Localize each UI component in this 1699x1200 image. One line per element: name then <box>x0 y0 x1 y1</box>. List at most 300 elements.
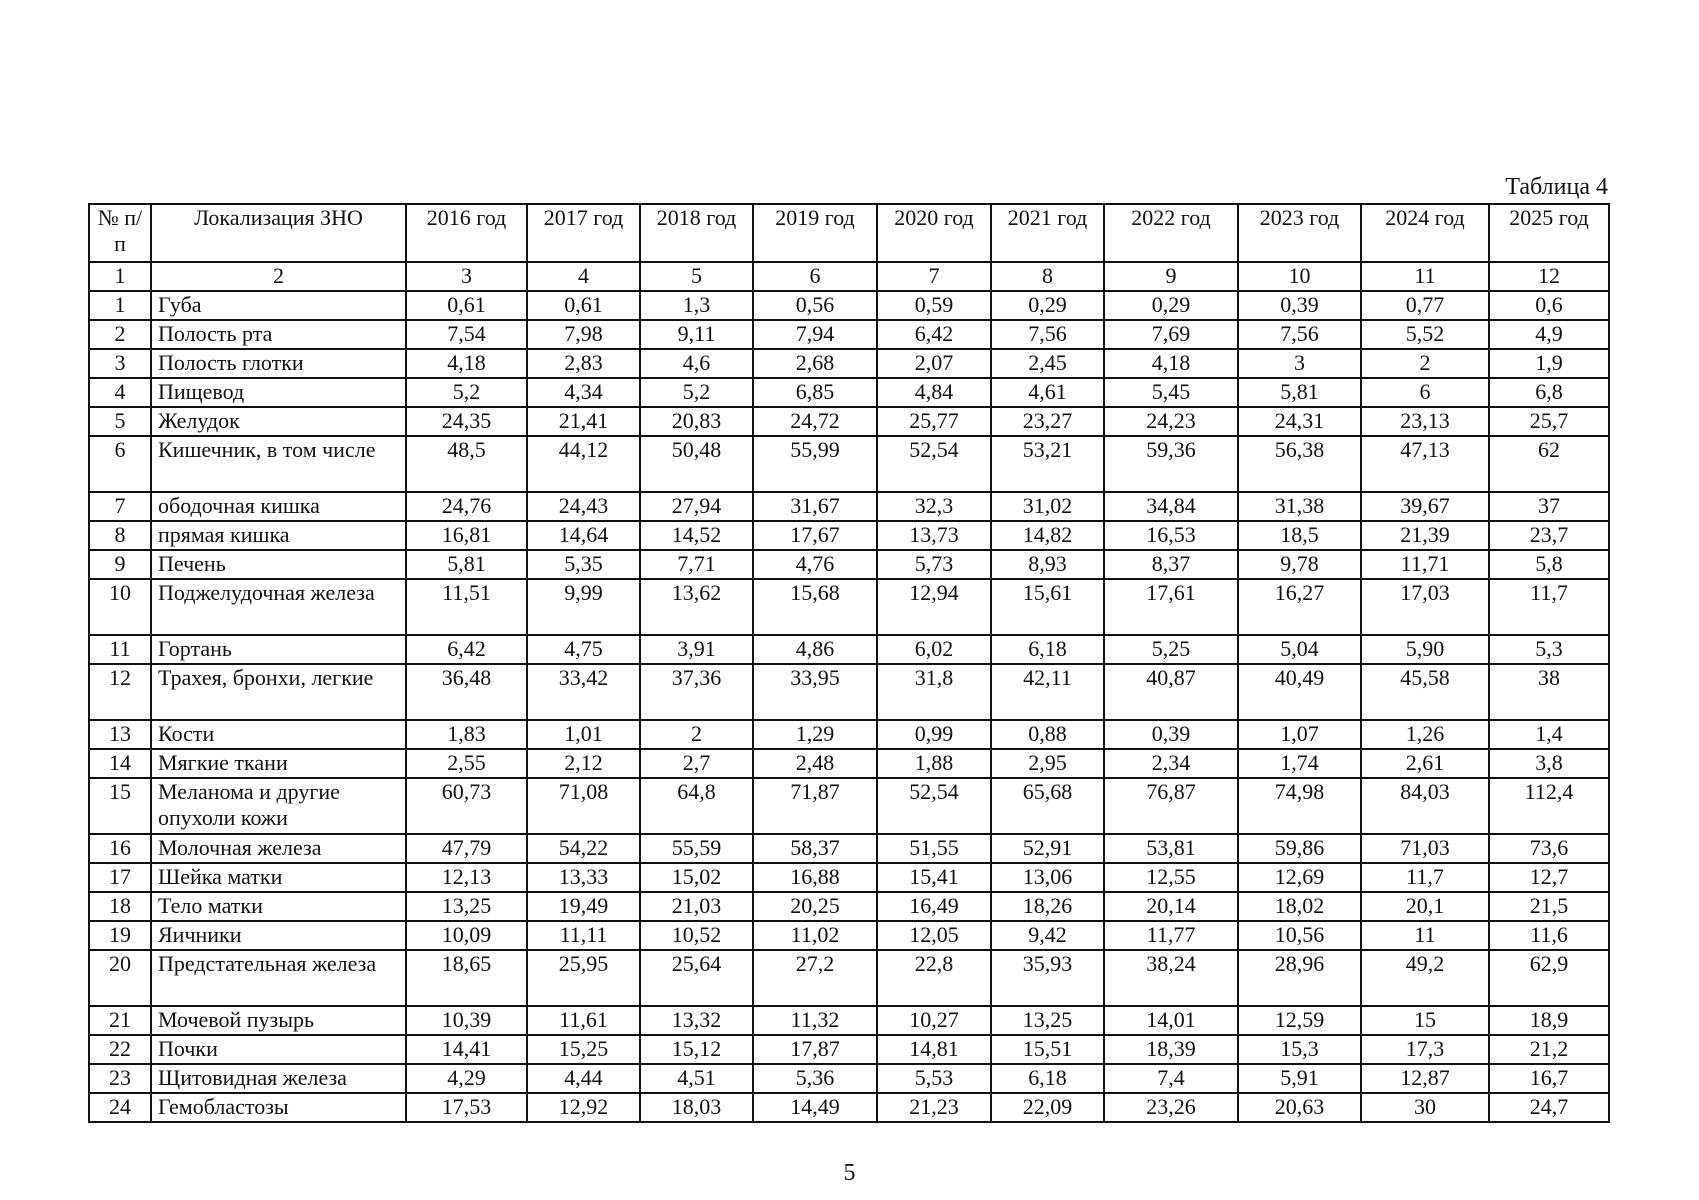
localization-cell: Молочная железа <box>151 834 406 863</box>
value-cell: 16,88 <box>753 863 877 892</box>
value-cell: 0,59 <box>877 291 991 320</box>
table-row <box>89 320 1609 349</box>
value-cell: 11,77 <box>1104 921 1238 950</box>
value-cell: 5,8 <box>1489 550 1609 579</box>
value-cell: 21,03 <box>640 892 753 921</box>
localization-cell: Яичники <box>151 921 406 950</box>
value-cell: 23,7 <box>1489 521 1609 550</box>
value-cell: 2,55 <box>406 749 527 778</box>
value-cell: 2,83 <box>527 349 640 378</box>
localization-cell: Кишечник, в том числе <box>151 436 406 492</box>
value-cell: 0,77 <box>1361 291 1489 320</box>
value-cell: 5,81 <box>1238 378 1361 407</box>
row-number-cell: 1 <box>89 291 151 320</box>
table-row <box>89 834 1609 863</box>
value-cell: 2,12 <box>527 749 640 778</box>
value-cell: 10,39 <box>406 1006 527 1035</box>
value-cell: 11,02 <box>753 921 877 950</box>
value-cell: 52,54 <box>877 778 991 834</box>
value-cell: 5,36 <box>753 1064 877 1093</box>
value-cell: 2,68 <box>753 349 877 378</box>
table-row <box>89 863 1609 892</box>
value-cell: 76,87 <box>1104 778 1238 834</box>
value-cell: 12,92 <box>527 1093 640 1122</box>
value-cell: 16,7 <box>1489 1064 1609 1093</box>
value-cell: 21,41 <box>527 407 640 436</box>
header-cell: Локализация ЗНО <box>151 204 406 262</box>
value-cell: 14,64 <box>527 521 640 550</box>
value-cell: 5,91 <box>1238 1064 1361 1093</box>
row-number-cell: 3 <box>89 349 151 378</box>
value-cell: 2 <box>640 720 753 749</box>
value-cell: 7,71 <box>640 550 753 579</box>
value-cell: 7,54 <box>406 320 527 349</box>
value-cell: 11,6 <box>1489 921 1609 950</box>
value-cell: 24,23 <box>1104 407 1238 436</box>
value-cell: 13,62 <box>640 579 753 635</box>
value-cell: 11 <box>1361 262 1489 291</box>
value-cell: 3,8 <box>1489 749 1609 778</box>
value-cell: 8,93 <box>991 550 1104 579</box>
value-cell: 4,75 <box>527 635 640 664</box>
localization-cell: Поджелудочная железа <box>151 579 406 635</box>
column-number-row <box>89 262 1609 291</box>
value-cell: 21,39 <box>1361 521 1489 550</box>
value-cell: 44,12 <box>527 436 640 492</box>
value-cell: 5,04 <box>1238 635 1361 664</box>
value-cell: 4,9 <box>1489 320 1609 349</box>
value-cell: 6 <box>753 262 877 291</box>
value-cell: 33,42 <box>527 664 640 720</box>
localization-cell: Кости <box>151 720 406 749</box>
table-row <box>89 291 1609 320</box>
header-cell: 2022 год <box>1104 204 1238 262</box>
value-cell: 24,31 <box>1238 407 1361 436</box>
value-cell: 0,6 <box>1489 291 1609 320</box>
value-cell: 4,18 <box>406 349 527 378</box>
value-cell: 31,8 <box>877 664 991 720</box>
value-cell: 15 <box>1361 1006 1489 1035</box>
value-cell: 9,99 <box>527 579 640 635</box>
value-cell: 13,73 <box>877 521 991 550</box>
value-cell: 42,11 <box>991 664 1104 720</box>
value-cell: 10,09 <box>406 921 527 950</box>
value-cell: 5,52 <box>1361 320 1489 349</box>
value-cell: 4,76 <box>753 550 877 579</box>
value-cell: 16,81 <box>406 521 527 550</box>
localization-cell: Гемобластозы <box>151 1093 406 1122</box>
value-cell: 0,61 <box>527 291 640 320</box>
value-cell: 5,73 <box>877 550 991 579</box>
value-cell: 71,03 <box>1361 834 1489 863</box>
row-number-cell: 17 <box>89 863 151 892</box>
value-cell: 6,8 <box>1489 378 1609 407</box>
value-cell: 45,58 <box>1361 664 1489 720</box>
value-cell: 15,41 <box>877 863 991 892</box>
value-cell: 17,3 <box>1361 1035 1489 1064</box>
value-cell: 7 <box>877 262 991 291</box>
row-number-cell: 8 <box>89 521 151 550</box>
value-cell: 23,27 <box>991 407 1104 436</box>
incidence-table <box>88 203 1610 1123</box>
row-number-cell: 14 <box>89 749 151 778</box>
table-row <box>89 1064 1609 1093</box>
value-cell: 37,36 <box>640 664 753 720</box>
value-cell: 11,32 <box>753 1006 877 1035</box>
localization-cell: прямая кишка <box>151 521 406 550</box>
localization-cell: Печень <box>151 550 406 579</box>
value-cell: 21,5 <box>1489 892 1609 921</box>
value-cell: 13,33 <box>527 863 640 892</box>
header-cell: 2025 год <box>1489 204 1609 262</box>
value-cell: 14,82 <box>991 521 1104 550</box>
value-cell: 38 <box>1489 664 1609 720</box>
value-cell: 4,44 <box>527 1064 640 1093</box>
value-cell: 0,56 <box>753 291 877 320</box>
table-row <box>89 664 1609 720</box>
table-row <box>89 892 1609 921</box>
value-cell: 40,49 <box>1238 664 1361 720</box>
value-cell: 12,13 <box>406 863 527 892</box>
value-cell: 24,43 <box>527 492 640 521</box>
value-cell: 2,45 <box>991 349 1104 378</box>
value-cell: 27,94 <box>640 492 753 521</box>
value-cell: 16,49 <box>877 892 991 921</box>
value-cell: 8,37 <box>1104 550 1238 579</box>
value-cell: 20,25 <box>753 892 877 921</box>
row-number-cell: 16 <box>89 834 151 863</box>
value-cell: 47,13 <box>1361 436 1489 492</box>
value-cell: 31,67 <box>753 492 877 521</box>
value-cell: 6,18 <box>991 635 1104 664</box>
value-cell: 1,88 <box>877 749 991 778</box>
table-caption: Таблица 4 <box>1505 174 1608 200</box>
row-number-cell: 7 <box>89 492 151 521</box>
value-cell: 1,01 <box>527 720 640 749</box>
value-cell: 12,7 <box>1489 863 1609 892</box>
row-number-cell: 19 <box>89 921 151 950</box>
value-cell: 1,3 <box>640 291 753 320</box>
value-cell: 53,81 <box>1104 834 1238 863</box>
value-cell: 4,61 <box>991 378 1104 407</box>
value-cell: 3 <box>406 262 527 291</box>
value-cell: 12,05 <box>877 921 991 950</box>
localization-cell: Полость рта <box>151 320 406 349</box>
value-cell: 25,95 <box>527 950 640 1006</box>
value-cell: 6,02 <box>877 635 991 664</box>
value-cell: 7,56 <box>1238 320 1361 349</box>
value-cell: 34,84 <box>1104 492 1238 521</box>
value-cell: 71,87 <box>753 778 877 834</box>
row-number-cell: 1 <box>89 262 151 291</box>
value-cell: 12,69 <box>1238 863 1361 892</box>
value-cell: 9 <box>1104 262 1238 291</box>
value-cell: 2 <box>1361 349 1489 378</box>
value-cell: 24,76 <box>406 492 527 521</box>
value-cell: 24,72 <box>753 407 877 436</box>
value-cell: 51,55 <box>877 834 991 863</box>
table-row <box>89 635 1609 664</box>
value-cell: 12,55 <box>1104 863 1238 892</box>
localization-cell: Гортань <box>151 635 406 664</box>
value-cell: 15,02 <box>640 863 753 892</box>
value-cell: 4,6 <box>640 349 753 378</box>
value-cell: 30 <box>1361 1093 1489 1122</box>
value-cell: 3,91 <box>640 635 753 664</box>
value-cell: 0,99 <box>877 720 991 749</box>
table-row <box>89 749 1609 778</box>
value-cell: 62 <box>1489 436 1609 492</box>
localization-cell: Шейка матки <box>151 863 406 892</box>
value-cell: 24,7 <box>1489 1093 1609 1122</box>
value-cell: 20,83 <box>640 407 753 436</box>
value-cell: 17,03 <box>1361 579 1489 635</box>
table-row <box>89 950 1609 1006</box>
value-cell: 1,9 <box>1489 349 1609 378</box>
value-cell: 4 <box>527 262 640 291</box>
localization-cell: Тело матки <box>151 892 406 921</box>
value-cell: 18,02 <box>1238 892 1361 921</box>
row-number-cell: 18 <box>89 892 151 921</box>
value-cell: 84,03 <box>1361 778 1489 834</box>
row-number-cell: 10 <box>89 579 151 635</box>
row-number-cell: 15 <box>89 778 151 834</box>
value-cell: 33,95 <box>753 664 877 720</box>
value-cell: 59,86 <box>1238 834 1361 863</box>
value-cell: 47,79 <box>406 834 527 863</box>
value-cell: 1,4 <box>1489 720 1609 749</box>
value-cell: 7,98 <box>527 320 640 349</box>
value-cell: 22,09 <box>991 1093 1104 1122</box>
value-cell: 1,07 <box>1238 720 1361 749</box>
value-cell: 31,02 <box>991 492 1104 521</box>
value-cell: 4,84 <box>877 378 991 407</box>
value-cell: 10,52 <box>640 921 753 950</box>
value-cell: 7,56 <box>991 320 1104 349</box>
value-cell: 20,14 <box>1104 892 1238 921</box>
table-row <box>89 407 1609 436</box>
value-cell: 5,2 <box>640 378 753 407</box>
value-cell: 25,64 <box>640 950 753 1006</box>
value-cell: 49,2 <box>1361 950 1489 1006</box>
value-cell: 7,69 <box>1104 320 1238 349</box>
value-cell: 6,85 <box>753 378 877 407</box>
value-cell: 12,94 <box>877 579 991 635</box>
value-cell: 24,35 <box>406 407 527 436</box>
row-number-cell: 24 <box>89 1093 151 1122</box>
header-cell: 2016 год <box>406 204 527 262</box>
value-cell: 11 <box>1361 921 1489 950</box>
table-row <box>89 1006 1609 1035</box>
table-row <box>89 550 1609 579</box>
value-cell: 1,74 <box>1238 749 1361 778</box>
value-cell: 48,5 <box>406 436 527 492</box>
value-cell: 0,88 <box>991 720 1104 749</box>
value-cell: 53,21 <box>991 436 1104 492</box>
table-row <box>89 579 1609 635</box>
value-cell: 6 <box>1361 378 1489 407</box>
value-cell: 74,98 <box>1238 778 1361 834</box>
value-cell: 1,29 <box>753 720 877 749</box>
value-cell: 3 <box>1238 349 1361 378</box>
value-cell: 17,53 <box>406 1093 527 1122</box>
value-cell: 15,51 <box>991 1035 1104 1064</box>
header-cell: 2019 год <box>753 204 877 262</box>
value-cell: 6,42 <box>406 635 527 664</box>
table-row <box>89 349 1609 378</box>
table-row <box>89 921 1609 950</box>
value-cell: 14,81 <box>877 1035 991 1064</box>
row-number-cell: 12 <box>89 664 151 720</box>
value-cell: 5,25 <box>1104 635 1238 664</box>
page-number: 5 <box>843 1160 856 1186</box>
table-row <box>89 378 1609 407</box>
value-cell: 17,61 <box>1104 579 1238 635</box>
value-cell: 20,63 <box>1238 1093 1361 1122</box>
value-cell: 56,38 <box>1238 436 1361 492</box>
value-cell: 12,87 <box>1361 1064 1489 1093</box>
table-row <box>89 492 1609 521</box>
value-cell: 112,4 <box>1489 778 1609 834</box>
value-cell: 23,13 <box>1361 407 1489 436</box>
value-cell: 13,32 <box>640 1006 753 1035</box>
table-body <box>89 262 1609 1122</box>
value-cell: 13,06 <box>991 863 1104 892</box>
row-number-cell: 21 <box>89 1006 151 1035</box>
value-cell: 4,86 <box>753 635 877 664</box>
header-cell: 2021 год <box>991 204 1104 262</box>
value-cell: 55,59 <box>640 834 753 863</box>
value-cell: 11,11 <box>527 921 640 950</box>
value-cell: 2,48 <box>753 749 877 778</box>
row-number-cell: 4 <box>89 378 151 407</box>
value-cell: 15,68 <box>753 579 877 635</box>
value-cell: 25,7 <box>1489 407 1609 436</box>
value-cell: 40,87 <box>1104 664 1238 720</box>
row-number-cell: 22 <box>89 1035 151 1064</box>
table-row <box>89 521 1609 550</box>
value-cell: 32,3 <box>877 492 991 521</box>
value-cell: 7,4 <box>1104 1064 1238 1093</box>
value-cell: 11,61 <box>527 1006 640 1035</box>
value-cell: 5,3 <box>1489 635 1609 664</box>
table-row <box>89 436 1609 492</box>
localization-cell: Желудок <box>151 407 406 436</box>
value-cell: 73,6 <box>1489 834 1609 863</box>
value-cell: 18,5 <box>1238 521 1361 550</box>
value-cell: 5,35 <box>527 550 640 579</box>
value-cell: 18,26 <box>991 892 1104 921</box>
localization-cell: Пищевод <box>151 378 406 407</box>
value-cell: 16,53 <box>1104 521 1238 550</box>
value-cell: 15,25 <box>527 1035 640 1064</box>
value-cell: 5,81 <box>406 550 527 579</box>
value-cell: 16,27 <box>1238 579 1361 635</box>
value-cell: 2,7 <box>640 749 753 778</box>
value-cell: 0,39 <box>1104 720 1238 749</box>
value-cell: 5,53 <box>877 1064 991 1093</box>
value-cell: 9,42 <box>991 921 1104 950</box>
value-cell: 2,07 <box>877 349 991 378</box>
value-cell: 11,51 <box>406 579 527 635</box>
value-cell: 25,77 <box>877 407 991 436</box>
row-number-cell: 9 <box>89 550 151 579</box>
value-cell: 13,25 <box>406 892 527 921</box>
value-cell: 54,22 <box>527 834 640 863</box>
value-cell: 5 <box>640 262 753 291</box>
value-cell: 13,25 <box>991 1006 1104 1035</box>
value-cell: 9,78 <box>1238 550 1361 579</box>
localization-cell: Полость глотки <box>151 349 406 378</box>
value-cell: 62,9 <box>1489 950 1609 1006</box>
localization-cell: Меланома и другие опухоли кожи <box>151 778 406 834</box>
value-cell: 15,61 <box>991 579 1104 635</box>
value-cell: 37 <box>1489 492 1609 521</box>
value-cell: 14,01 <box>1104 1006 1238 1035</box>
value-cell: 2,61 <box>1361 749 1489 778</box>
value-cell: 0,61 <box>406 291 527 320</box>
value-cell: 64,8 <box>640 778 753 834</box>
value-cell: 18,39 <box>1104 1035 1238 1064</box>
value-cell: 14,49 <box>753 1093 877 1122</box>
table-row <box>89 720 1609 749</box>
value-cell: 4,29 <box>406 1064 527 1093</box>
localization-cell: Почки <box>151 1035 406 1064</box>
header-cell: № п/п <box>89 204 151 262</box>
value-cell: 35,93 <box>991 950 1104 1006</box>
value-cell: 31,38 <box>1238 492 1361 521</box>
row-number-cell: 5 <box>89 407 151 436</box>
value-cell: 10 <box>1238 262 1361 291</box>
value-cell: 52,91 <box>991 834 1104 863</box>
value-cell: 59,36 <box>1104 436 1238 492</box>
value-cell: 1,26 <box>1361 720 1489 749</box>
value-cell: 15,12 <box>640 1035 753 1064</box>
row-number-cell: 23 <box>89 1064 151 1093</box>
header-cell: 2023 год <box>1238 204 1361 262</box>
value-cell: 15,3 <box>1238 1035 1361 1064</box>
value-cell: 5,90 <box>1361 635 1489 664</box>
value-cell: 2,34 <box>1104 749 1238 778</box>
header-cell: 2018 год <box>640 204 753 262</box>
value-cell: 18,9 <box>1489 1006 1609 1035</box>
value-cell: 60,73 <box>406 778 527 834</box>
row-number-cell: 20 <box>89 950 151 1006</box>
row-number-cell: 6 <box>89 436 151 492</box>
row-number-cell: 13 <box>89 720 151 749</box>
row-number-cell: 2 <box>89 320 151 349</box>
value-cell: 4,51 <box>640 1064 753 1093</box>
value-cell: 11,7 <box>1361 863 1489 892</box>
header-cell: 2020 год <box>877 204 991 262</box>
localization-cell: Трахея, бронхи, легкие <box>151 664 406 720</box>
value-cell: 22,8 <box>877 950 991 1006</box>
value-cell: 55,99 <box>753 436 877 492</box>
value-cell: 27,2 <box>753 950 877 1006</box>
localization-cell: Щитовидная железа <box>151 1064 406 1093</box>
value-cell: 5,45 <box>1104 378 1238 407</box>
value-cell: 8 <box>991 262 1104 291</box>
value-cell: 4,34 <box>527 378 640 407</box>
value-cell: 21,23 <box>877 1093 991 1122</box>
value-cell: 12 <box>1489 262 1609 291</box>
value-cell: 10,56 <box>1238 921 1361 950</box>
value-cell: 50,48 <box>640 436 753 492</box>
value-cell: 52,54 <box>877 436 991 492</box>
value-cell: 18,03 <box>640 1093 753 1122</box>
value-cell: 4,18 <box>1104 349 1238 378</box>
value-cell: 14,41 <box>406 1035 527 1064</box>
